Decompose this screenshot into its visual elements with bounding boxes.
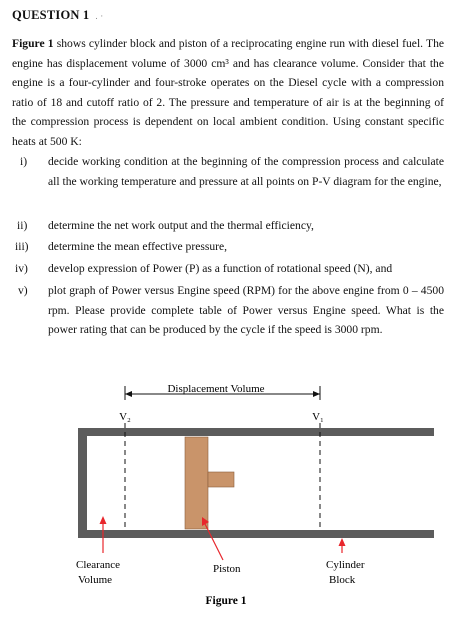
item-text: develop expression of Power (P) as a function of rotational speed (N), and bbox=[48, 262, 393, 275]
item-text: decide working condition at the beginning of the compression process and calculate all the working temperature and pressure at all points on P-V diagram for the engine, bbox=[48, 155, 444, 188]
dimension-arrow-right bbox=[313, 391, 320, 397]
clearance-label-line2: Volume bbox=[78, 574, 113, 586]
cylinder-bottom-wall bbox=[78, 530, 434, 538]
cylinder-label-line1: Cylinder bbox=[326, 559, 365, 571]
cylinder-label-line2: Block bbox=[329, 574, 356, 586]
piston-head bbox=[185, 437, 208, 529]
item-number: iv) bbox=[15, 262, 28, 275]
v1-label: V₁ bbox=[312, 411, 324, 423]
figure-reference: Figure 1 bbox=[12, 37, 54, 50]
item-number: v) bbox=[18, 284, 28, 297]
item-text: plot graph of Power versus Engine speed (RPM) for the above engine from 0 – 4500 rpm. Please provide complete table of Power versus Engine speed. What is the power rating that can be produced by the cycle if the speed is 3000 rpm. bbox=[48, 284, 444, 337]
piston-arrow bbox=[205, 524, 223, 560]
title-marks: . · bbox=[95, 11, 104, 21]
cylinder-head-wall bbox=[78, 428, 87, 538]
clearance-label-line1: Clearance bbox=[76, 559, 120, 571]
question-title: QUESTION 1 . · bbox=[12, 8, 104, 22]
intro-text: shows cylinder block and piston of a reciprocating engine run with diesel fuel. The engine has displacement volume of 3000 cm³ and has clearance volume. Consider that the engine is a four-cylinder and four-stroke operates on the Diesel cycle with a compression ratio of 18 and cutoff ratio of 2. The pressure and temperature of air is at the beginning of the compression process is dependent on local ambient condition. Using constant specific heats at 500 K: bbox=[12, 37, 445, 148]
dimension-arrow-left bbox=[125, 391, 132, 397]
cylinder-arrow-head bbox=[339, 538, 346, 546]
figure-caption: Figure 1 bbox=[205, 595, 247, 607]
clearance-arrow-head bbox=[100, 516, 107, 524]
item-number: iii) bbox=[15, 240, 29, 253]
cylinder-top-wall bbox=[78, 428, 434, 436]
item-text: determine the net work output and the thermal efficiency, bbox=[48, 219, 314, 232]
displacement-label: Displacement Volume bbox=[167, 383, 265, 395]
item-text: determine the mean effective pressure, bbox=[48, 240, 228, 253]
piston-rod bbox=[208, 472, 234, 487]
v2-label: V₂ bbox=[119, 411, 131, 423]
piston-label: Piston bbox=[213, 563, 241, 575]
item-number: ii) bbox=[17, 219, 28, 232]
item-number: i) bbox=[20, 155, 28, 168]
